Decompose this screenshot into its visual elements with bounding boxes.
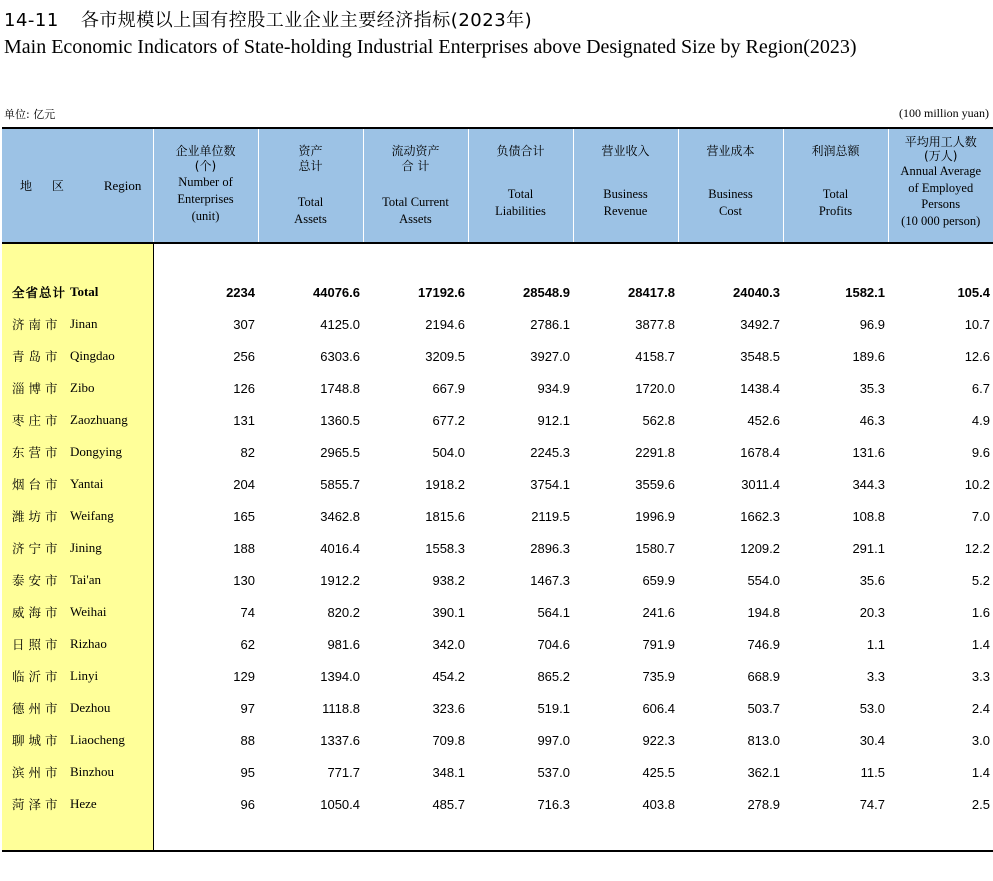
value-cell: 562.8 <box>642 412 675 428</box>
region-name-en: Liaocheng <box>70 732 125 747</box>
value-cell: 5.2 <box>971 572 990 588</box>
value-cell: 1438.4 <box>740 380 780 396</box>
value-cell: 3492.7 <box>740 316 780 332</box>
table-row <box>2 340 993 372</box>
header-col-cost <box>678 128 783 243</box>
value-cell: 667.9 <box>432 380 465 396</box>
value-cell: 7.0 <box>971 508 990 524</box>
value-cell: 30.4 <box>859 732 885 748</box>
empty-cell <box>888 243 993 276</box>
value-cell: 1209.2 <box>740 540 780 556</box>
region-name-en: Linyi <box>70 668 99 683</box>
header-en: Business Cost <box>708 187 753 218</box>
spacer-row <box>2 243 993 276</box>
header-row <box>2 128 993 243</box>
table-title-cn <box>4 6 532 32</box>
value-cell: 1815.6 <box>425 508 465 524</box>
header-cn: 流动资产 合 计 <box>391 144 440 173</box>
region-name-en: Total <box>70 284 99 299</box>
region-cell <box>2 596 153 628</box>
value-cell: 1.6 <box>971 604 990 620</box>
table-row <box>2 404 993 436</box>
table-row <box>2 500 993 532</box>
empty-cell <box>468 243 573 276</box>
table-title-en: Main Economic Indicators of State-holding Industrial Enterprises above Designated Size by Region(2023) <box>4 36 857 58</box>
value-cell: 24040.3 <box>733 284 780 300</box>
table-row <box>2 724 993 756</box>
value-cell: 1118.8 <box>322 700 360 716</box>
table-row <box>2 308 993 340</box>
value-cell: 278.9 <box>747 796 780 812</box>
value-cell: 912.1 <box>537 412 570 428</box>
value-cell: 2.5 <box>971 796 990 812</box>
value-cell: 668.9 <box>747 668 780 684</box>
indicator-table <box>2 127 993 852</box>
value-cell: 11.5 <box>860 764 885 780</box>
region-cell <box>2 788 153 820</box>
table-row <box>2 436 993 468</box>
value-cell: 2119.5 <box>531 508 570 524</box>
header-en: Number of Enterprises (unit) <box>177 175 234 223</box>
table-row <box>2 692 993 724</box>
header-cn: 负债合计 <box>496 144 545 158</box>
region-cell <box>2 820 153 851</box>
value-cell: 813.0 <box>747 732 780 748</box>
value-cell: 981.6 <box>327 636 360 652</box>
table-row <box>2 532 993 564</box>
value-cell: 307 <box>233 316 255 332</box>
data-table <box>2 127 993 852</box>
region-cell <box>2 724 153 756</box>
value-cell: 165 <box>233 508 255 524</box>
value-cell: 28548.9 <box>523 284 570 300</box>
region-name-cn: 临沂市 <box>12 669 62 684</box>
region-name-cn: 潍坊市 <box>12 509 62 524</box>
value-cell: 3877.8 <box>635 316 675 332</box>
value-cell: 1662.3 <box>740 508 780 524</box>
region-name-cn: 日照市 <box>12 637 62 652</box>
value-cell: 1360.5 <box>320 412 360 428</box>
table-row <box>2 372 993 404</box>
value-cell: 20.3 <box>859 604 885 620</box>
header-en: Total Liabilities <box>495 187 546 218</box>
value-cell: 74.7 <box>859 796 885 812</box>
value-cell: 189.6 <box>852 348 885 364</box>
value-cell: 3011.4 <box>741 476 780 492</box>
value-cell: 938.2 <box>432 572 465 588</box>
table-row <box>2 660 993 692</box>
region-name-en: Qingdao <box>70 348 115 363</box>
region-cell <box>2 340 153 372</box>
header-col-current-assets <box>363 128 468 243</box>
value-cell: 503.7 <box>747 700 780 716</box>
value-cell: 716.3 <box>537 796 570 812</box>
value-cell: 204 <box>233 476 255 492</box>
value-cell: 791.9 <box>642 636 675 652</box>
region-name-cn: 泰安市 <box>12 573 62 588</box>
value-cell: 2786.1 <box>530 316 570 332</box>
header-region-en: Region <box>103 177 142 193</box>
value-cell: 519.1 <box>537 700 570 716</box>
value-cell: 6303.6 <box>320 348 360 364</box>
value-cell: 10.2 <box>964 476 990 492</box>
region-cell <box>2 628 153 660</box>
region-cell <box>2 436 153 468</box>
region-name-cn: 济南市 <box>12 317 62 332</box>
region-name-cn: 淄博市 <box>12 381 62 396</box>
value-cell: 1996.9 <box>635 508 675 524</box>
value-cell: 96.9 <box>859 316 885 332</box>
region-name-cn: 枣庄市 <box>12 413 62 428</box>
table-row <box>2 564 993 596</box>
value-cell: 1.1 <box>866 636 885 652</box>
value-cell: 1912.2 <box>320 572 360 588</box>
value-cell: 362.1 <box>747 764 780 780</box>
region-name-cn: 菏泽市 <box>12 797 62 812</box>
value-cell: 485.7 <box>432 796 465 812</box>
value-cell: 129 <box>233 668 255 684</box>
region-name-cn: 烟台市 <box>12 477 62 492</box>
header-col-liabilities <box>468 128 573 243</box>
value-cell: 1720.0 <box>635 380 675 396</box>
region-name-cn: 滨州市 <box>12 765 62 780</box>
header-cn: 平均用工人数 (万人) <box>904 135 977 163</box>
region-cell <box>2 308 153 340</box>
value-cell: 564.1 <box>537 604 570 620</box>
region-name-en: Zibo <box>70 380 95 395</box>
value-cell: 82 <box>240 444 255 460</box>
empty-cell <box>468 820 573 851</box>
value-cell: 4.9 <box>971 412 990 428</box>
value-cell: 934.9 <box>537 380 570 396</box>
value-cell: 108.8 <box>852 508 885 524</box>
region-name-en: Yantai <box>70 476 104 491</box>
value-cell: 677.2 <box>432 412 465 428</box>
value-cell: 126 <box>233 380 255 396</box>
region-name-cn: 青岛市 <box>12 349 62 364</box>
empty-cell <box>783 243 888 276</box>
header-region <box>2 128 153 243</box>
region-name-cn: 全省总计 <box>12 285 67 300</box>
value-cell: 88 <box>240 732 255 748</box>
header-cn: 资产 总计 <box>298 144 323 173</box>
unit-label-en: (100 million yuan) <box>899 106 989 120</box>
value-cell: 1582.1 <box>845 284 885 300</box>
value-cell: 1748.8 <box>320 380 360 396</box>
value-cell: 4158.7 <box>635 348 675 364</box>
region-name-en: Binzhou <box>70 764 115 779</box>
value-cell: 3927.0 <box>530 348 570 364</box>
value-cell: 2291.8 <box>635 444 675 460</box>
value-cell: 1394.0 <box>320 668 360 684</box>
empty-cell <box>783 820 888 851</box>
empty-cell <box>153 820 258 851</box>
value-cell: 2194.6 <box>425 316 465 332</box>
value-cell: 28417.8 <box>628 284 675 300</box>
title-cn-text: 各市规模以上国有控股工业企业主要经济指标(2023年) <box>80 10 533 31</box>
table-row <box>2 596 993 628</box>
value-cell: 131.6 <box>852 444 885 460</box>
value-cell: 5855.7 <box>320 476 360 492</box>
empty-cell <box>363 243 468 276</box>
value-cell: 504.0 <box>432 444 465 460</box>
header-en: Total Current Assets <box>382 195 449 226</box>
value-cell: 35.6 <box>859 572 885 588</box>
value-cell: 105.4 <box>957 284 990 300</box>
value-cell: 97 <box>240 700 255 716</box>
value-cell: 44076.6 <box>313 284 360 300</box>
region-name-en: Dezhou <box>70 700 111 715</box>
header-cn: 营业收入 <box>601 144 650 158</box>
empty-cell <box>153 243 258 276</box>
region-cell <box>2 564 153 596</box>
region-name-en: Jinan <box>70 316 98 331</box>
value-cell: 12.6 <box>964 348 990 364</box>
value-cell: 17192.6 <box>418 284 465 300</box>
value-cell: 4016.4 <box>320 540 360 556</box>
value-cell: 46.3 <box>859 412 885 428</box>
value-cell: 403.8 <box>642 796 675 812</box>
region-name-en: Dongying <box>70 444 122 459</box>
value-cell: 865.2 <box>537 668 570 684</box>
total-row <box>2 276 993 308</box>
value-cell: 1580.7 <box>635 540 675 556</box>
empty-cell <box>258 243 363 276</box>
value-cell: 1918.2 <box>425 476 465 492</box>
region-name-cn: 聊城市 <box>12 733 62 748</box>
value-cell: 1.4 <box>971 764 990 780</box>
unit-label-cn: 单位: 亿元 <box>4 108 56 121</box>
value-cell: 554.0 <box>747 572 780 588</box>
empty-cell <box>573 243 678 276</box>
region-name-cn: 济宁市 <box>12 541 62 556</box>
value-cell: 1050.4 <box>320 796 360 812</box>
header-en: Total Assets <box>294 195 327 226</box>
header-en: Business Revenue <box>603 187 648 218</box>
empty-cell <box>888 820 993 851</box>
region-name-cn: 德州市 <box>12 701 62 716</box>
header-col-revenue <box>573 128 678 243</box>
header-col-total-assets <box>258 128 363 243</box>
region-cell <box>2 372 153 404</box>
value-cell: 53.0 <box>859 700 885 716</box>
value-cell: 2965.5 <box>320 444 360 460</box>
value-cell: 704.6 <box>537 636 570 652</box>
region-cell <box>2 532 153 564</box>
value-cell: 820.2 <box>327 604 360 620</box>
value-cell: 10.7 <box>964 316 990 332</box>
value-cell: 2.4 <box>971 700 990 716</box>
value-cell: 35.3 <box>859 380 885 396</box>
region-name-en: Heze <box>70 796 97 811</box>
header-region-cn: 地 区 <box>20 179 72 193</box>
value-cell: 1558.3 <box>425 540 465 556</box>
region-name-en: Weifang <box>70 508 114 523</box>
table-row <box>2 788 993 820</box>
value-cell: 4125.0 <box>320 316 360 332</box>
region-cell <box>2 692 153 724</box>
header-en: Total Profits <box>818 187 853 218</box>
value-cell: 3462.8 <box>320 508 360 524</box>
value-cell: 74 <box>240 604 255 620</box>
spacer-row <box>2 820 993 851</box>
value-cell: 735.9 <box>642 668 675 684</box>
empty-cell <box>678 243 783 276</box>
value-cell: 291.1 <box>852 540 885 556</box>
value-cell: 348.1 <box>432 764 465 780</box>
value-cell: 922.3 <box>642 732 675 748</box>
value-cell: 344.3 <box>852 476 885 492</box>
region-cell <box>2 756 153 788</box>
table-row <box>2 468 993 500</box>
region-name-en: Zaozhuang <box>70 412 128 427</box>
value-cell: 709.8 <box>432 732 465 748</box>
value-cell: 537.0 <box>537 764 570 780</box>
empty-cell <box>363 820 468 851</box>
value-cell: 323.6 <box>432 700 465 716</box>
table-body <box>2 243 993 851</box>
value-cell: 606.4 <box>642 700 675 716</box>
region-name-en: Jining <box>70 540 102 555</box>
value-cell: 997.0 <box>537 732 570 748</box>
value-cell: 1678.4 <box>740 444 780 460</box>
header-cn: 企业单位数 (个) <box>175 144 236 173</box>
value-cell: 96 <box>240 796 255 812</box>
header-col-enterprises <box>153 128 258 243</box>
value-cell: 12.2 <box>964 540 990 556</box>
value-cell: 241.6 <box>642 604 675 620</box>
value-cell: 3548.5 <box>740 348 780 364</box>
value-cell: 188 <box>233 540 255 556</box>
value-cell: 771.7 <box>327 764 360 780</box>
value-cell: 130 <box>233 572 255 588</box>
region-cell <box>2 243 153 276</box>
region-cell <box>2 660 153 692</box>
region-name-en: Weihai <box>70 604 107 619</box>
header-col-profits <box>783 128 888 243</box>
region-cell <box>2 276 153 308</box>
value-cell: 131 <box>233 412 255 428</box>
value-cell: 3.3 <box>866 668 885 684</box>
value-cell: 2234 <box>226 284 255 300</box>
value-cell: 3.0 <box>971 732 990 748</box>
value-cell: 3.3 <box>971 668 990 684</box>
empty-cell <box>573 820 678 851</box>
header-cn: 利润总额 <box>811 144 860 158</box>
value-cell: 425.5 <box>642 764 675 780</box>
value-cell: 452.6 <box>747 412 780 428</box>
value-cell: 1.4 <box>971 636 990 652</box>
value-cell: 3754.1 <box>530 476 570 492</box>
value-cell: 6.7 <box>971 380 990 396</box>
header-cn: 营业成本 <box>706 144 755 158</box>
value-cell: 194.8 <box>747 604 780 620</box>
value-cell: 62 <box>240 636 255 652</box>
table-row <box>2 756 993 788</box>
value-cell: 3559.6 <box>635 476 675 492</box>
value-cell: 256 <box>233 348 255 364</box>
region-name-cn: 威海市 <box>12 605 62 620</box>
value-cell: 9.6 <box>971 444 990 460</box>
value-cell: 1467.3 <box>530 572 570 588</box>
region-cell <box>2 404 153 436</box>
value-cell: 390.1 <box>432 604 465 620</box>
value-cell: 3209.5 <box>425 348 465 364</box>
region-cell <box>2 500 153 532</box>
table-number: 14-11 <box>4 10 59 31</box>
value-cell: 1337.6 <box>320 732 360 748</box>
region-cell <box>2 468 153 500</box>
region-name-cn: 东营市 <box>12 445 62 460</box>
value-cell: 2245.3 <box>530 444 570 460</box>
empty-cell <box>258 820 363 851</box>
value-cell: 454.2 <box>432 668 465 684</box>
table-row <box>2 628 993 660</box>
value-cell: 95 <box>240 764 255 780</box>
value-cell: 659.9 <box>642 572 675 588</box>
value-cell: 2896.3 <box>530 540 570 556</box>
empty-cell <box>678 820 783 851</box>
region-name-en: Tai'an <box>70 572 102 587</box>
value-cell: 342.0 <box>432 636 465 652</box>
region-name-en: Rizhao <box>70 636 107 651</box>
value-cell: 746.9 <box>747 636 780 652</box>
header-col-employed <box>888 128 993 243</box>
header-en: Annual Average of Employed Persons (10 000 person) <box>900 164 982 228</box>
